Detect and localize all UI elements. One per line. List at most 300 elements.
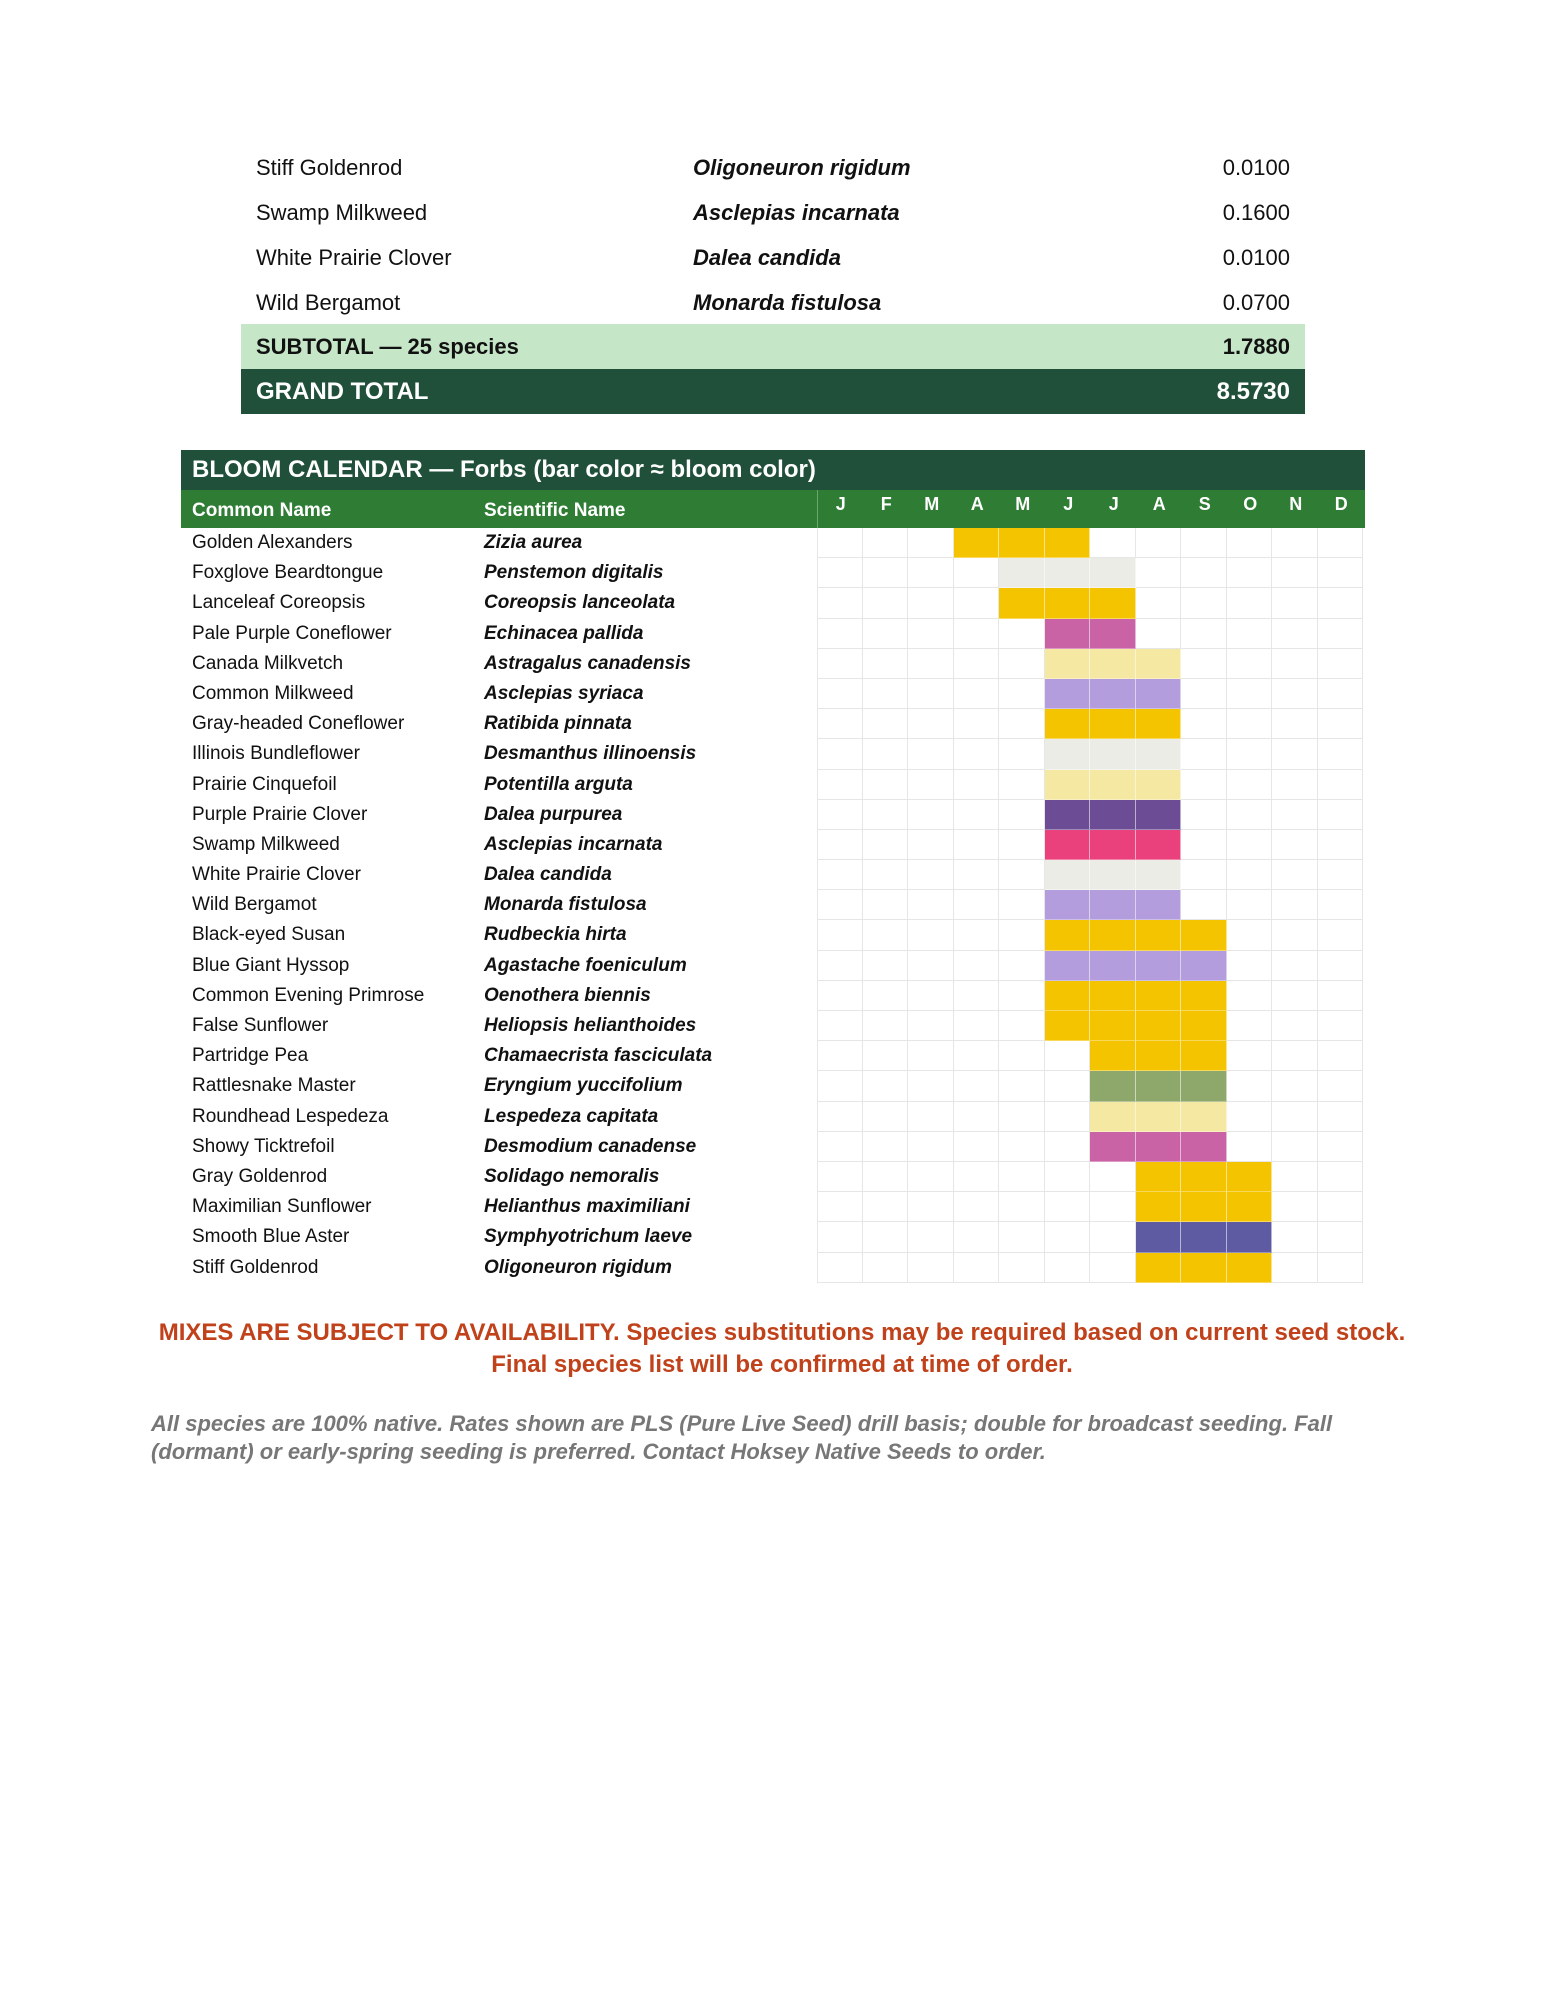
common-name: Swamp Milkweed (192, 833, 340, 855)
bloom-bar-cell (954, 528, 1000, 558)
common-name: White Prairie Clover (192, 864, 361, 886)
subtotal-row (241, 324, 1305, 369)
bloom-row (181, 558, 1365, 588)
scientific-name: Dalea candida (484, 864, 612, 886)
common-name: Purple Prairie Clover (192, 803, 368, 825)
empty-month-cell (1272, 739, 1318, 769)
scientific-name: Asclepias syriaca (484, 682, 644, 704)
bloom-bar-cell (1090, 1132, 1136, 1162)
empty-month-cell (908, 860, 954, 890)
bloom-bar-cell (999, 558, 1045, 588)
bloom-month-cells (817, 981, 1363, 1011)
empty-month-cell (817, 1102, 863, 1132)
empty-month-cell (1318, 558, 1364, 588)
empty-month-cell (1045, 1041, 1091, 1071)
empty-month-cell (908, 1011, 954, 1041)
bloom-bar-cell (1227, 1253, 1273, 1283)
empty-month-cell (863, 981, 909, 1011)
empty-month-cell (1318, 1162, 1364, 1192)
empty-month-cell (1090, 1222, 1136, 1252)
empty-month-cell (908, 558, 954, 588)
bloom-bar-cell (1136, 800, 1182, 830)
empty-month-cell (1318, 679, 1364, 709)
empty-month-cell (1227, 1102, 1273, 1132)
bloom-bar-cell (1181, 1192, 1227, 1222)
bloom-row (181, 1222, 1365, 1252)
bloom-row (181, 619, 1365, 649)
bloom-bar-cell (1045, 770, 1091, 800)
bloom-bar-cell (1181, 1222, 1227, 1252)
empty-month-cell (817, 1222, 863, 1252)
bloom-bar-cell (1227, 1192, 1273, 1222)
empty-month-cell (1227, 1041, 1273, 1071)
bloom-bar-cell (1136, 860, 1182, 890)
empty-month-cell (1090, 528, 1136, 558)
empty-month-cell (1090, 1192, 1136, 1222)
empty-month-cell (954, 1071, 1000, 1101)
bloom-bar-cell (1136, 1071, 1182, 1101)
empty-month-cell (1045, 1162, 1091, 1192)
empty-month-cell (1272, 1162, 1318, 1192)
bloom-row (181, 1162, 1365, 1192)
empty-month-cell (1181, 860, 1227, 890)
empty-month-cell (908, 649, 954, 679)
bloom-row (181, 588, 1365, 618)
empty-month-cell (1227, 800, 1273, 830)
empty-month-cell (908, 1071, 954, 1101)
bloom-row (181, 739, 1365, 769)
empty-month-cell (863, 588, 909, 618)
bloom-bar-cell (1136, 1102, 1182, 1132)
empty-month-cell (908, 1192, 954, 1222)
bloom-row (181, 1132, 1365, 1162)
empty-month-cell (1318, 860, 1364, 890)
bloom-row (181, 1071, 1365, 1101)
empty-month-cell (954, 558, 1000, 588)
empty-month-cell (863, 1071, 909, 1101)
empty-month-cell (1318, 709, 1364, 739)
empty-month-cell (1318, 1132, 1364, 1162)
empty-month-cell (817, 1071, 863, 1101)
empty-month-cell (999, 739, 1045, 769)
common-name: Roundhead Lespedeza (192, 1105, 389, 1127)
scientific-name: Dalea candida (693, 245, 841, 270)
empty-month-cell (863, 649, 909, 679)
empty-month-cell (1227, 709, 1273, 739)
empty-month-cell (863, 709, 909, 739)
bloom-month-cells (817, 770, 1363, 800)
empty-month-cell (908, 619, 954, 649)
empty-month-cell (999, 1071, 1045, 1101)
empty-month-cell (1227, 649, 1273, 679)
scientific-name: Symphyotrichum laeve (484, 1226, 693, 1248)
header-scientific-name: Scientific Name (484, 500, 626, 521)
bloom-month-cells (817, 920, 1363, 950)
empty-month-cell (999, 1253, 1045, 1283)
bloom-month-cells (817, 739, 1363, 769)
empty-month-cell (999, 1132, 1045, 1162)
empty-month-cell (1227, 679, 1273, 709)
empty-month-cell (1227, 588, 1273, 618)
empty-month-cell (1318, 739, 1364, 769)
empty-month-cell (1045, 1102, 1091, 1132)
empty-month-cell (954, 1102, 1000, 1132)
bloom-bar-cell (1045, 890, 1091, 920)
empty-month-cell (1318, 770, 1364, 800)
empty-month-cell (1318, 1041, 1364, 1071)
bloom-month-cells (817, 709, 1363, 739)
empty-month-cell (817, 860, 863, 890)
bloom-row (181, 800, 1365, 830)
empty-month-cell (1227, 619, 1273, 649)
empty-month-cell (999, 800, 1045, 830)
empty-month-cell (908, 709, 954, 739)
seed-rate: 0.0700 (1222, 290, 1290, 315)
bloom-bar-cell (1181, 1162, 1227, 1192)
bloom-bar-cell (1227, 1222, 1273, 1252)
common-name: Lanceleaf Coreopsis (192, 592, 366, 614)
empty-month-cell (1318, 830, 1364, 860)
bloom-bar-cell (1090, 860, 1136, 890)
empty-month-cell (999, 709, 1045, 739)
common-name: Wild Bergamot (192, 894, 317, 916)
common-name: Wild Bergamot (256, 290, 401, 315)
bloom-bar-cell (1181, 1132, 1227, 1162)
bloom-bar-cell (1136, 1253, 1182, 1283)
bloom-bar-cell (1090, 981, 1136, 1011)
scientific-name: Asclepias incarnata (693, 200, 900, 225)
empty-month-cell (1227, 528, 1273, 558)
scientific-name: Potentilla arguta (484, 773, 633, 795)
bloom-month-cells (817, 1222, 1363, 1252)
empty-month-cell (1318, 920, 1364, 950)
empty-month-cell (908, 1222, 954, 1252)
bloom-month-cells (817, 649, 1363, 679)
empty-month-cell (817, 709, 863, 739)
bloom-month-cells (817, 830, 1363, 860)
empty-month-cell (908, 920, 954, 950)
empty-month-cell (954, 1132, 1000, 1162)
empty-month-cell (1272, 1192, 1318, 1222)
bloom-bar-cell (1136, 830, 1182, 860)
empty-month-cell (1227, 981, 1273, 1011)
empty-month-cell (954, 739, 1000, 769)
empty-month-cell (1318, 588, 1364, 618)
bloom-row (181, 770, 1365, 800)
common-name: Golden Alexanders (192, 532, 353, 553)
empty-month-cell (954, 1222, 1000, 1252)
month-label: M (924, 494, 940, 514)
empty-month-cell (908, 739, 954, 769)
empty-month-cell (954, 679, 1000, 709)
month-label: F (880, 494, 892, 514)
empty-month-cell (1318, 951, 1364, 981)
bloom-month-cells (817, 588, 1363, 618)
empty-month-cell (863, 1222, 909, 1252)
bloom-bar-cell (1090, 739, 1136, 769)
species-rate-row (241, 189, 1305, 234)
bloom-month-cells (817, 1132, 1363, 1162)
bloom-bar-cell (1136, 709, 1182, 739)
empty-month-cell (1272, 679, 1318, 709)
scientific-name: Monarda fistulosa (693, 290, 882, 315)
bloom-bar-cell (1136, 981, 1182, 1011)
bloom-row (181, 528, 1365, 558)
empty-month-cell (1318, 1011, 1364, 1041)
empty-month-cell (954, 1192, 1000, 1222)
empty-month-cell (1272, 528, 1318, 558)
empty-month-cell (1136, 528, 1182, 558)
bloom-bar-cell (1227, 1162, 1273, 1192)
scientific-name: Eryngium yuccifolium (484, 1075, 683, 1097)
bloom-bar-cell (1045, 739, 1091, 769)
empty-month-cell (817, 1162, 863, 1192)
bloom-bar-cell (1090, 709, 1136, 739)
bloom-row (181, 1253, 1365, 1283)
empty-month-cell (863, 800, 909, 830)
bloom-bar-cell (1136, 920, 1182, 950)
empty-month-cell (999, 679, 1045, 709)
month-label: O (1243, 494, 1258, 514)
empty-month-cell (954, 649, 1000, 679)
scientific-name: Coreopsis lanceolata (484, 592, 676, 614)
bloom-bar-cell (1136, 739, 1182, 769)
empty-month-cell (817, 619, 863, 649)
bloom-row (181, 860, 1365, 890)
bloom-bar-cell (1045, 528, 1091, 558)
month-label: A (970, 494, 984, 514)
empty-month-cell (1272, 890, 1318, 920)
empty-month-cell (1272, 649, 1318, 679)
bloom-calendar-header (181, 490, 1365, 528)
empty-month-cell (817, 1132, 863, 1162)
bloom-month-cells (817, 800, 1363, 830)
empty-month-cell (863, 739, 909, 769)
bloom-row (181, 649, 1365, 679)
empty-month-cell (1227, 770, 1273, 800)
bloom-bar-cell (1090, 770, 1136, 800)
empty-month-cell (1181, 558, 1227, 588)
scientific-name: Oligoneuron rigidum (693, 155, 911, 180)
bloom-bar-cell (1090, 890, 1136, 920)
bloom-bar-cell (1045, 981, 1091, 1011)
empty-month-cell (1272, 951, 1318, 981)
empty-month-cell (908, 1162, 954, 1192)
scientific-name: Helianthus maximiliani (484, 1196, 690, 1218)
empty-month-cell (1272, 588, 1318, 618)
empty-month-cell (1181, 679, 1227, 709)
bloom-bar-cell (1136, 770, 1182, 800)
empty-month-cell (999, 981, 1045, 1011)
common-name: Gray Goldenrod (192, 1165, 328, 1187)
empty-month-cell (863, 1162, 909, 1192)
empty-month-cell (1318, 1071, 1364, 1101)
common-name: False Sunflower (192, 1015, 329, 1036)
bloom-month-cells (817, 1011, 1363, 1041)
bloom-bar-cell (1045, 800, 1091, 830)
empty-month-cell (817, 649, 863, 679)
empty-month-cell (817, 981, 863, 1011)
empty-month-cell (1227, 951, 1273, 981)
empty-month-cell (954, 619, 1000, 649)
empty-month-cell (863, 619, 909, 649)
empty-month-cell (1318, 981, 1364, 1011)
month-label: S (1198, 494, 1211, 514)
empty-month-cell (1045, 1071, 1091, 1101)
empty-month-cell (1272, 1011, 1318, 1041)
bloom-bar-cell (1181, 1011, 1227, 1041)
empty-month-cell (1272, 770, 1318, 800)
empty-month-cell (1045, 1253, 1091, 1283)
empty-month-cell (863, 1102, 909, 1132)
empty-month-cell (1227, 860, 1273, 890)
bloom-bar-cell (1136, 1011, 1182, 1041)
common-name: Prairie Cinquefoil (192, 773, 337, 795)
bloom-bar-cell (1090, 920, 1136, 950)
empty-month-cell (1272, 619, 1318, 649)
empty-month-cell (954, 860, 1000, 890)
common-name: Smooth Blue Aster (192, 1226, 350, 1248)
empty-month-cell (817, 920, 863, 950)
empty-month-cell (908, 528, 954, 558)
empty-month-cell (954, 1253, 1000, 1283)
bloom-bar-cell (1136, 1132, 1182, 1162)
bloom-bar-cell (1136, 679, 1182, 709)
empty-month-cell (954, 1041, 1000, 1071)
empty-month-cell (1227, 830, 1273, 860)
empty-month-cell (1272, 558, 1318, 588)
scientific-name: Oligoneuron rigidum (484, 1256, 672, 1278)
empty-month-cell (1181, 739, 1227, 769)
scientific-name: Agastache foeniculum (484, 954, 687, 976)
empty-month-cell (1136, 619, 1182, 649)
bloom-bar-cell (1045, 830, 1091, 860)
empty-month-cell (999, 860, 1045, 890)
bloom-calendar-title: BLOOM CALENDAR — Forbs (bar color ≈ bloom color) (181, 450, 1365, 490)
grand-total-label: GRAND TOTAL (256, 378, 429, 405)
empty-month-cell (1181, 649, 1227, 679)
empty-month-cell (1045, 1132, 1091, 1162)
empty-month-cell (1181, 588, 1227, 618)
month-header (817, 490, 1364, 528)
empty-month-cell (863, 679, 909, 709)
empty-month-cell (1227, 1132, 1273, 1162)
empty-month-cell (817, 739, 863, 769)
empty-month-cell (863, 890, 909, 920)
bloom-bar-cell (1045, 649, 1091, 679)
bloom-month-cells (817, 890, 1363, 920)
empty-month-cell (908, 679, 954, 709)
common-name: Stiff Goldenrod (192, 1256, 319, 1278)
species-rate-rows (241, 144, 1305, 324)
empty-month-cell (1318, 800, 1364, 830)
empty-month-cell (1045, 1222, 1091, 1252)
empty-month-cell (1136, 558, 1182, 588)
empty-month-cell (1272, 1041, 1318, 1071)
grand-total-row (241, 369, 1305, 414)
month-label: M (1015, 494, 1031, 514)
scientific-name: Rudbeckia hirta (484, 924, 627, 946)
bloom-bar-cell (1181, 951, 1227, 981)
bloom-row (181, 890, 1365, 920)
common-name: Foxglove Beardtongue (192, 562, 384, 584)
bloom-bar-cell (1090, 558, 1136, 588)
empty-month-cell (1181, 830, 1227, 860)
empty-month-cell (1227, 920, 1273, 950)
scientific-name: Monarda fistulosa (484, 894, 647, 916)
empty-month-cell (1227, 1071, 1273, 1101)
empty-month-cell (999, 619, 1045, 649)
empty-month-cell (999, 830, 1045, 860)
empty-month-cell (817, 679, 863, 709)
common-name: Maximilian Sunflower (192, 1196, 372, 1218)
empty-month-cell (817, 528, 863, 558)
empty-month-cell (1227, 558, 1273, 588)
scientific-name: Astragalus canadensis (484, 652, 691, 674)
bloom-bar-cell (1181, 1253, 1227, 1283)
empty-month-cell (817, 588, 863, 618)
empty-month-cell (1272, 981, 1318, 1011)
empty-month-cell (863, 1253, 909, 1283)
empty-month-cell (817, 558, 863, 588)
empty-month-cell (954, 951, 1000, 981)
empty-month-cell (1318, 649, 1364, 679)
empty-month-cell (1272, 1253, 1318, 1283)
bloom-bar-cell (1136, 1162, 1182, 1192)
bloom-month-cells (817, 619, 1363, 649)
empty-month-cell (1090, 1162, 1136, 1192)
empty-month-cell (863, 1011, 909, 1041)
bloom-bar-cell (1045, 1011, 1091, 1041)
month-label: J (1063, 494, 1074, 514)
empty-month-cell (954, 1162, 1000, 1192)
month-label: A (1152, 494, 1166, 514)
species-rate-row (241, 144, 1305, 189)
scientific-name: Oenothera biennis (484, 984, 651, 1006)
empty-month-cell (999, 1222, 1045, 1252)
empty-month-cell (817, 951, 863, 981)
empty-month-cell (1181, 800, 1227, 830)
empty-month-cell (863, 558, 909, 588)
bloom-row (181, 1102, 1365, 1132)
empty-month-cell (908, 770, 954, 800)
bloom-row (181, 1192, 1365, 1222)
empty-month-cell (954, 981, 1000, 1011)
empty-month-cell (1227, 1011, 1273, 1041)
scientific-name: Zizia aurea (484, 532, 583, 553)
scientific-name: Lespedeza capitata (484, 1105, 659, 1127)
scientific-name: Ratibida pinnata (484, 713, 632, 735)
bloom-month-cells (817, 860, 1363, 890)
bloom-bar-cell (1045, 920, 1091, 950)
bloom-bar-cell (1181, 981, 1227, 1011)
empty-month-cell (908, 588, 954, 618)
bloom-month-cells (817, 679, 1363, 709)
bloom-row (181, 830, 1365, 860)
bloom-bar-cell (1136, 1222, 1182, 1252)
bloom-bar-cell (1090, 619, 1136, 649)
bloom-month-cells (817, 1253, 1363, 1283)
bloom-month-cells (817, 1071, 1363, 1101)
bloom-bar-cell (1181, 1041, 1227, 1071)
empty-month-cell (817, 1192, 863, 1222)
bloom-bar-cell (1136, 1041, 1182, 1071)
empty-month-cell (908, 830, 954, 860)
bloom-bar-cell (1181, 920, 1227, 950)
bloom-row (181, 920, 1365, 950)
bloom-bar-cell (1090, 679, 1136, 709)
empty-month-cell (1272, 920, 1318, 950)
